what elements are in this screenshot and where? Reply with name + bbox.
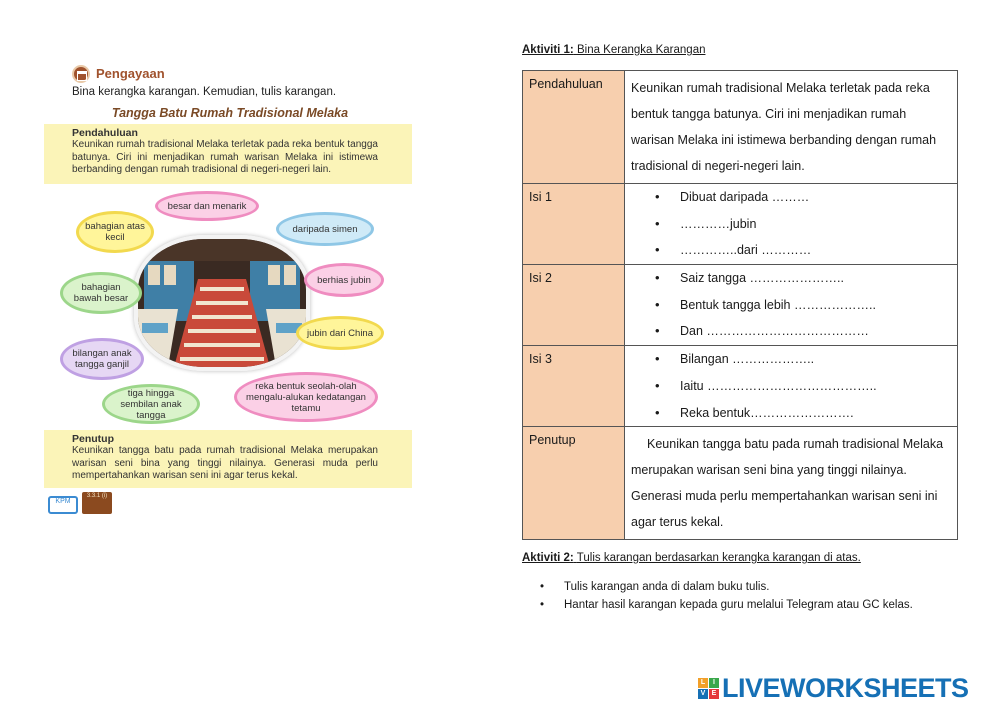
textbook-instruction: Bina kerangka karangan. Kemudian, tulis karangan. — [72, 86, 337, 98]
logo-cubes-icon — [698, 678, 719, 699]
row-label: Isi 2 — [523, 265, 625, 346]
list-item[interactable]: • …………..dari ………… — [631, 237, 951, 264]
table-row — [523, 346, 958, 427]
standard-badge: 3.3.1 (i) — [82, 492, 112, 514]
activity1-text: Bina Kerangka Karangan — [576, 44, 706, 56]
activity1-title — [522, 44, 705, 56]
bubble-jubin-dari-china: jubin dari China — [296, 316, 384, 350]
bubble-bahagian-bawah-besar: bahagian bawah besar — [60, 272, 142, 314]
closing-text: Keunikan tangga batu pada rumah tradisional Melaka merupakan warisan seni bina yang tinggi nilainya. Generasi muda perlu mempertahankan warisan seni ini agar terus kekal. — [72, 445, 378, 481]
table-row — [523, 71, 958, 184]
activity2-label: Aktiviti 2: — [522, 552, 574, 564]
bubble-bilangan-anak-tangga: bilangan anak tangga ganjil — [60, 338, 144, 380]
section-label: Pengayaan — [96, 66, 165, 81]
row-label: Isi 1 — [523, 184, 625, 265]
activity2-text: Tulis karangan berdasarkan kerangka karangan di atas. — [576, 552, 861, 564]
row-label: Penutup — [523, 427, 625, 540]
list-item[interactable]: • Dan ………………………………… — [631, 318, 951, 345]
logo-cube: I — [709, 678, 719, 688]
pengayaan-icon — [72, 65, 90, 83]
activity2-list — [540, 578, 913, 614]
bubble-berhias-jubin: berhias jubin — [304, 263, 384, 297]
list-item[interactable]: • Bilangan ……………….. — [631, 346, 951, 373]
textbook-title: Tangga Batu Rumah Tradisional Melaka — [111, 106, 349, 120]
row-content — [625, 184, 958, 265]
kpm-logo — [48, 496, 78, 514]
list-item[interactable]: • Iaitu ………………………………….. — [631, 373, 951, 400]
essay-frame-table — [522, 70, 958, 540]
intro-box — [44, 124, 412, 184]
row-content: Keunikan rumah tradisional Melaka terletak pada reka bentuk tangga batunya. Ciri ini menjadikan rumah warisan Melaka ini istimewa berbanding dengan rumah tradisional di negeri-negeri lain. — [625, 71, 958, 184]
bubble-reka-bentuk: reka bentuk seolah-olah mengalu-alukan kedatangan tetamu — [234, 372, 378, 422]
textbook-page — [40, 58, 420, 528]
bubble-bahagian-atas-kecil: bahagian atas kecil — [76, 211, 154, 253]
activity1-label: Aktiviti 1: — [522, 44, 574, 56]
list-item[interactable]: • Bentuk tangga lebih ……………….. — [631, 292, 951, 319]
list-item: • Tulis karangan anda di dalam buku tulis. — [540, 578, 913, 596]
bubble-daripada-simen: daripada simen — [276, 212, 374, 246]
table-row — [523, 265, 958, 346]
logo-text: LIVEWORKSHEETS — [722, 672, 969, 703]
closing-box — [44, 430, 412, 488]
list-item[interactable]: • …………jubin — [631, 211, 951, 238]
row-content — [625, 265, 958, 346]
intro-text: Keunikan rumah tradisional Melaka terletak pada reka bentuk tangga batunya. Ciri ini menjadikan rumah warisan Melaka ini istimewa berbanding dengan rumah tradisional di negeri-negeri lain. — [72, 139, 378, 175]
row-label: Pendahuluan — [523, 71, 625, 184]
liveworksheets-logo[interactable] — [698, 674, 969, 702]
staircase-photo — [134, 235, 310, 371]
row-label: Isi 3 — [523, 346, 625, 427]
logo-cube: V — [698, 689, 708, 699]
list-item[interactable]: • Dibuat daripada ……… — [631, 184, 951, 211]
table-row — [523, 184, 958, 265]
bubble-besar-dan-menarik: besar dan menarik — [155, 191, 259, 221]
logo-cube: E — [709, 689, 719, 699]
list-item: • Hantar hasil karangan kepada guru melalui Telegram atau GC kelas. — [540, 596, 913, 614]
bubble-tiga-hingga-sembilan: tiga hingga sembilan anak tangga — [102, 384, 200, 424]
row-content — [625, 346, 958, 427]
logo-cube: L — [698, 678, 708, 688]
list-item[interactable]: • Reka bentuk……………………. — [631, 400, 951, 427]
kpm-logo-text: KPM — [55, 498, 71, 505]
list-item[interactable]: • Saiz tangga ………………….. — [631, 265, 951, 292]
row-content: Keunikan tangga batu pada rumah tradisional Melaka merupakan warisan seni bina yang tinggi nilainya. Generasi muda perlu mempertahankan warisan seni ini agar terus kekal. — [625, 427, 958, 540]
intro-heading: Pendahuluan — [72, 127, 138, 139]
closing-heading: Penutup — [72, 433, 114, 445]
table-row — [523, 427, 958, 540]
activity2-title — [522, 552, 861, 564]
